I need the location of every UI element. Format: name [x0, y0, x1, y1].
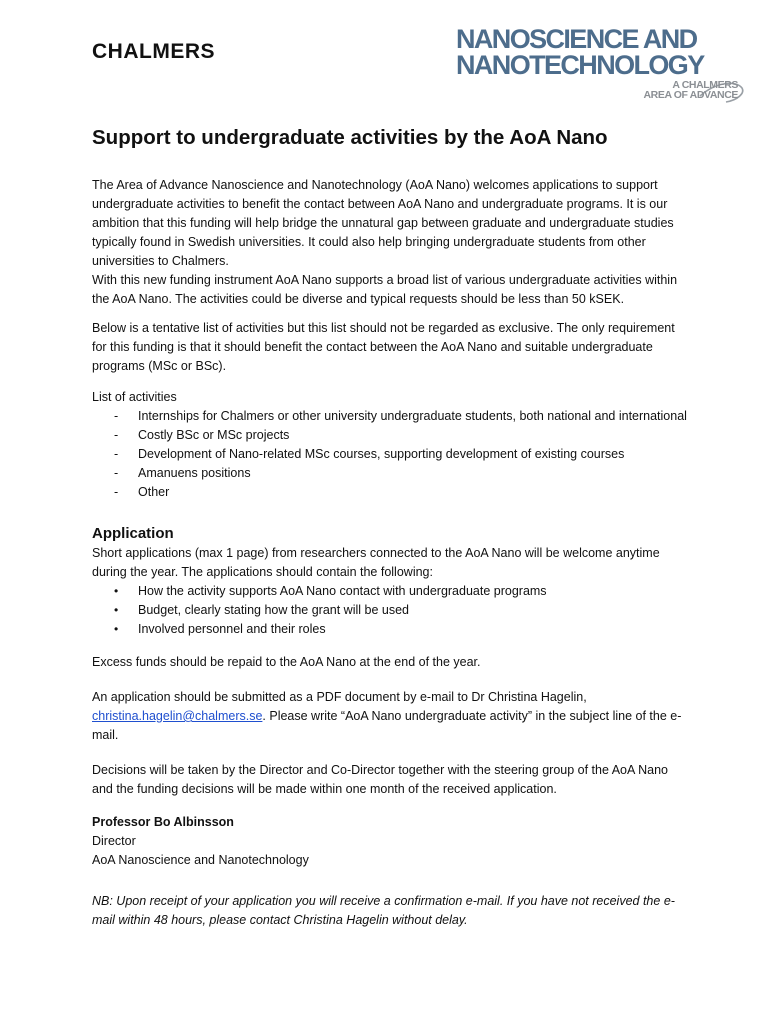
logo-sub-line-1: A CHALMERS: [672, 79, 738, 91]
list-item-text: How the activity supports AoA Nano contact with undergraduate programs: [138, 584, 547, 598]
nb-note: NB: Upon receipt of your application you will receive a confirmation e-mail. If you have not received the e-mail within 48 hours, please contact Christina Hagelin without delay.: [92, 894, 675, 927]
signature-role: Director: [92, 834, 136, 848]
intro-paragraph-3: Below is a tentative list of activities but this list should not be regarded as exclusive. The only requirement for this funding is that it should benefit the contact between the AoA Nano and suitable undergraduate programs (MSc or BSc).: [92, 321, 675, 373]
list-item-text: Amanuens positions: [138, 466, 251, 480]
logo-line-1: NANOSCIENCE AND: [456, 24, 697, 54]
list-item-text: Development of Nano-related MSc courses, supporting development of existing courses: [138, 447, 625, 461]
bullet-marker: •: [114, 603, 119, 617]
submission-paragraph: [92, 688, 692, 745]
logo-subtitle: [643, 80, 738, 100]
list-item: [92, 582, 692, 601]
list-item-text: Other: [138, 485, 170, 499]
logo-line-2: NANOTECHNOLOGY: [456, 50, 704, 80]
dash-marker: -: [114, 447, 119, 461]
list-item-text: Internships for Chalmers or other university undergraduate students, both national and international: [138, 409, 687, 423]
bullet-marker: •: [114, 622, 119, 636]
nanoscience-logo: [456, 24, 746, 101]
page-title: Support to undergraduate activities by the AoA Nano: [92, 126, 608, 149]
list-item-text: Budget, clearly stating how the grant will be used: [138, 603, 409, 617]
list-item: [92, 426, 692, 445]
dash-marker: -: [114, 485, 119, 499]
list-item-text: Involved personnel and their roles: [138, 622, 326, 636]
bullet-marker: •: [114, 584, 119, 598]
list-item: [92, 464, 692, 483]
list-item-text: Costly BSc or MSc projects: [138, 428, 290, 442]
application-paragraph-2: Excess funds should be repaid to the AoA Nano at the end of the year.: [92, 655, 481, 669]
list-item: [92, 407, 692, 426]
dash-marker: -: [114, 409, 119, 423]
decision-paragraph: Decisions will be taken by the Director and Co-Director together with the steering group of the AoA Nano and the funding decisions will be made within one month of the received application.: [92, 763, 669, 796]
list-item: [92, 620, 692, 639]
list-item: [92, 445, 692, 464]
application-paragraph-1: Short applications (max 1 page) from researchers connected to the AoA Nano will be welcome anytime during the year. The applications should contain the following:: [92, 546, 660, 579]
signature-name: Professor Bo Albinsson: [92, 815, 234, 829]
activities-list: [92, 407, 692, 502]
submission-text: An application should be submitted as a PDF document by e-mail to Dr Christina Hagelin,: [92, 690, 587, 704]
email-link[interactable]: christina.hagelin@chalmers.se: [92, 709, 263, 723]
list-item: [92, 601, 692, 620]
chalmers-logo: CHALMERS: [92, 40, 215, 63]
intro-paragraph-1: The Area of Advance Nanoscience and Nanotechnology (AoA Nano) welcomes applications to support undergraduate activities to benefit the contact between AoA Nano and undergraduate programs. It is our ambition that this funding will help bridge the unnatural gap between graduate and undergraduate studies typically found in Swedish universities. It could also help bringing undergraduate students from other universities to Chalmers.: [92, 178, 674, 268]
submission-text-continued: . Please write “AoA Nano undergraduate activity” in the subject line of the e-mail.: [92, 709, 682, 742]
application-heading: Application: [92, 525, 174, 542]
dash-marker: -: [114, 466, 119, 480]
intro-paragraph-2: With this new funding instrument AoA Nano supports a broad list of various undergraduate activities within the AoA Nano. The activities could be diverse and typical requests should be less than 50 kSEK.: [92, 273, 678, 306]
activities-heading: List of activities: [92, 390, 177, 404]
logo-sub-line-2: AREA OF ADVANCE: [643, 89, 738, 101]
dash-marker: -: [114, 428, 119, 442]
signature-org: AoA Nanoscience and Nanotechnology: [92, 853, 309, 867]
list-item: [92, 483, 692, 502]
document-body: [92, 124, 692, 930]
application-requirements-list: [92, 582, 692, 639]
